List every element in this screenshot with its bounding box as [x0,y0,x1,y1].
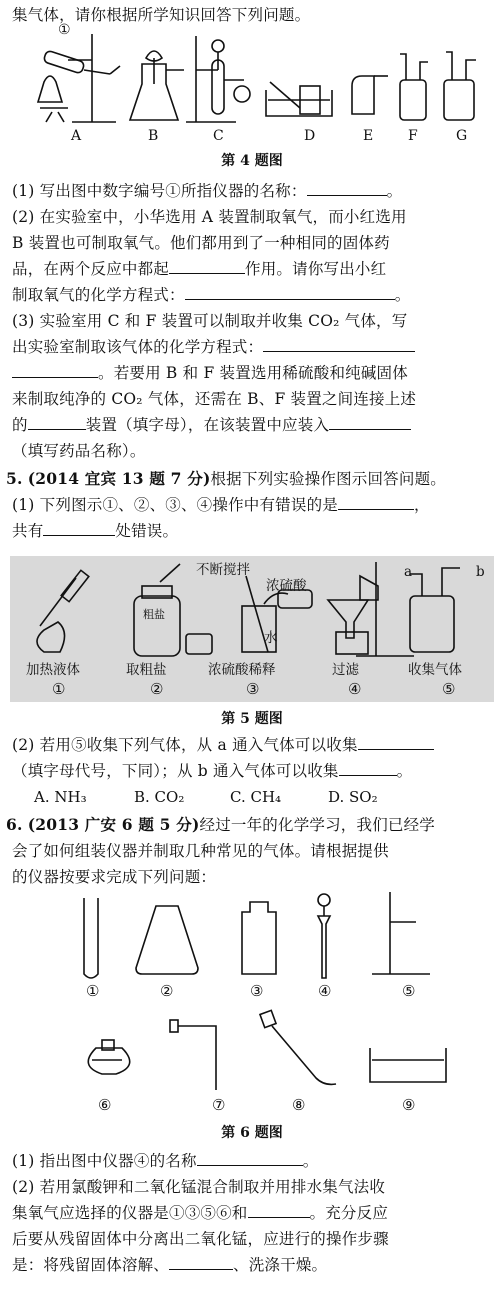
fig6-num-3: ③ [250,982,264,1000]
intro-line: 集气体，请你根据所学知识回答下列问题。 [12,6,311,24]
fig6-num-1: ① [86,982,100,1000]
fig6-caption: 第 6 题图 [221,1125,283,1141]
fig4-label-e: E [363,128,374,144]
fig5-acid-label: 浓硫酸 [266,578,307,594]
fig6-num-5: ⑤ [402,982,416,1000]
fig5-stir-label: 不断搅拌 [196,562,250,578]
q4-part3-l6: （填写药品名称）。 [12,442,146,460]
fig5-water-label: 水 [264,630,278,646]
fig5-port-a: a [404,564,413,580]
q4-part2-l2: B 装置也可制取氧气。他们都用到了一种相同的固体药 [12,234,390,252]
q6-part2-l3: 后要从残留固体中分离出二氧化锰，应进行的操作步骤 [12,1230,389,1248]
q5-heading: 5. (2014 宜宾 13 题 7 分)根据下列实验操作图示回答问题。 [6,469,446,488]
fig5-salt-label: 粗盐 [143,608,165,621]
q4-part3-l1: (3) 实验室用 C 和 F 装置可以制取并收集 CO₂ 气体，写 [12,312,408,330]
fig5-num-4: ④ [348,680,362,698]
q6-heading: 6. (2013 广安 6 题 5 分)经过一年的化学学习，我们已经学 [6,815,436,834]
q6-part1: (1) 指出图中仪器④的名称 。 [12,1152,319,1170]
q6-part2-l2: 集氧气应选择的仪器是①③⑤⑥和 。充分反应 [12,1204,389,1222]
fig4-label-g: G [456,128,468,144]
q4-part3-l4: 来制取纯净的 CO₂ 气体，还需在 B、F 装置之间连接上述 [12,390,417,408]
q5-part1-l1: (1) 下列图示①、②、③、④操作中有错误的是 ， [12,496,430,514]
q5-option-d: D. SO₂ [328,788,378,806]
fig6-num-8: ⑧ [292,1096,306,1114]
q4-part2-l1: (2) 在实验室中，小华选用 A 装置制取氧气，而小红选用 [12,208,407,226]
fig5-num-5: ⑤ [442,680,456,698]
fig4-label-f: F [408,128,418,144]
fig4-marker: ① [58,22,71,38]
fig5-label-2: 取粗盐 [126,662,167,678]
fig4-label-d: D [304,128,316,144]
q5-part2-l2: （填字母代号，下同）；从 b 通入气体可以收集 。 [12,762,413,780]
fig5-label-5: 收集气体 [408,662,462,678]
q6-part2-l1: (2) 若用氯酸钾和二氧化锰混合制取并用排水集气法收 [12,1178,386,1196]
fig5-caption: 第 5 题图 [221,711,283,727]
q5-option-c: C. CH₄ [230,788,282,806]
fig4-apparatus [0,30,504,130]
fig5-label-4: 过滤 [332,662,359,678]
fig4-label-a: A [71,128,82,144]
q4-part3-l5: 的 装置（填字母），在该装置中应装入 [12,414,496,436]
fig6-num-7: ⑦ [212,1096,226,1114]
fig6-num-2: ② [160,982,174,1000]
q5-option-b: B. CO₂ [134,788,185,806]
fig6-apparatus [0,888,504,1118]
q4-part2-l4: 制取氧气的化学方程式： 。 [12,286,411,304]
fig5-num-2: ② [150,680,164,698]
fig5-num-1: ① [52,680,66,698]
fig4-label-b: B [148,128,159,144]
q5-part1-l2: 共有 处错误。 [12,522,179,540]
fig5-num-3: ③ [246,680,260,698]
q4-part2-l3: 品，在两个反应中都起 作用。请你写出小红 [12,260,387,278]
fig5-label-3: 浓硫酸稀释 [208,662,276,678]
fig5-apparatus [10,556,494,666]
fig6-num-4: ④ [318,982,332,1000]
fig5-port-b: b [476,564,485,580]
q4-part3-l2: 出实验室制取该气体的化学方程式： [12,336,496,358]
q5-option-a: A. NH₃ [34,788,87,806]
q4-part3-l3: 。若要用 B 和 F 装置选用稀硫酸和纯碱固体 [12,362,496,384]
fig5-label-1: 加热液体 [26,662,80,678]
fig4-label-c: C [213,128,224,144]
q6-part2-l4: 是：将残留固体溶解、 、洗涤干燥。 [12,1256,328,1274]
q5-part2-l1: (2) 若用⑤收集下列气体，从 a 通入气体可以收集 [12,734,496,756]
q4-part1: (1) 写出图中数字编号①所指仪器的名称： 。 [12,182,403,200]
q6-intro-l3: 的仪器按要求完成下列问题： [12,868,217,886]
fig4-caption: 第 4 题图 [221,153,283,169]
fig6-num-9: ⑨ [402,1096,416,1114]
q6-intro-l2: 会了如何组装仪器并制取几种常见的气体。请根据提供 [12,842,389,860]
fig6-num-6: ⑥ [98,1096,112,1114]
